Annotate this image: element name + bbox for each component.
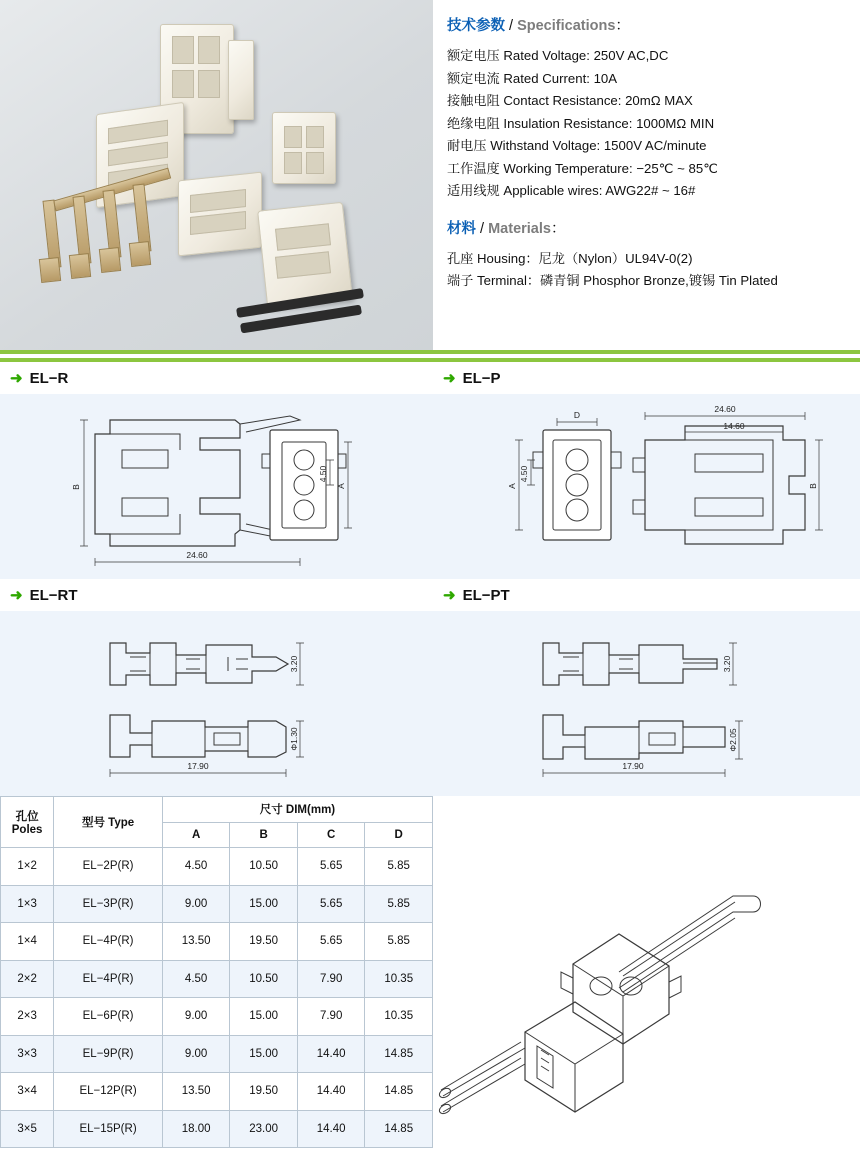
- materials-heading-sep: /: [480, 220, 485, 237]
- top-section: [0, 0, 860, 350]
- dim-label-height: 3.20: [722, 655, 732, 673]
- cell-type: EL−4P(R): [54, 960, 163, 998]
- cell-poles: 3×5: [1, 1110, 54, 1148]
- spec-line: 绝缘电阻 Insulation Resistance: 1000MΩ MIN: [447, 115, 715, 131]
- materials-heading-colon: ：: [550, 220, 566, 237]
- specifications-heading-sep: /: [509, 18, 514, 34]
- assembled-connector-lineart: [433, 796, 860, 1116]
- section-title-el-pt-label: EL−PT: [462, 586, 510, 604]
- cell-c: 5.65: [297, 848, 365, 886]
- table-row: [1, 1110, 433, 1148]
- cell-poles: 3×3: [1, 1035, 54, 1073]
- drawing-body-el-rt: [0, 611, 433, 796]
- cell-c: 7.90: [297, 960, 365, 998]
- dim-label-overall: 24.60: [714, 404, 736, 414]
- cell-b: 10.50: [230, 848, 298, 886]
- spec-line: 工作温度 Working Temperature: −25℃ ~ 85℃: [447, 160, 719, 176]
- cell-a: 9.00: [162, 1035, 230, 1073]
- dim-label-a: A: [507, 483, 517, 489]
- section-title-el-r-label: EL−R: [29, 369, 69, 387]
- cell-c: 14.40: [297, 1073, 365, 1111]
- th-dim-d: D: [365, 822, 433, 848]
- arrow-right-icon: ➜: [10, 586, 23, 604]
- spacer: [447, 203, 844, 217]
- dim-label-diameter: Φ2.05: [728, 728, 738, 752]
- th-poles: [1, 797, 54, 848]
- arrow-right-icon: ➜: [10, 369, 23, 387]
- cell-b: 19.50: [230, 923, 298, 961]
- cell-b: 23.00: [230, 1110, 298, 1148]
- dimension-table: [0, 796, 433, 1148]
- dim-label-b: B: [71, 484, 81, 490]
- cell-a: 9.00: [162, 998, 230, 1036]
- material-line: 端子 Terminal：磷青铜 Phosphor Bronze,镀锡 Tin Plated: [447, 273, 778, 288]
- cell-poles: 2×2: [1, 960, 54, 998]
- th-poles-cn: 孔位: [15, 811, 39, 823]
- cell-type: EL−4P(R): [54, 923, 163, 961]
- spec-line: 耐电压 Withstand Voltage: 1500V AC/minute: [447, 138, 707, 153]
- section-title-el-rt-label: EL−RT: [29, 586, 78, 604]
- cell-type: EL−2P(R): [54, 848, 163, 886]
- drawing-cell-el-r: [0, 362, 433, 579]
- table-head: [1, 797, 433, 848]
- product-lineart-panel: [433, 796, 860, 1148]
- specifications-heading: [447, 14, 844, 35]
- cell-poles: 2×3: [1, 998, 54, 1036]
- terminal-tip: [99, 247, 121, 273]
- drawing-body-el-p: [433, 394, 860, 579]
- dim-label-length: 17.90: [187, 761, 209, 771]
- spec-line: 适用线规 Applicable wires: AWG22# ~ 16#: [447, 183, 696, 198]
- cell-type: EL−6P(R): [54, 998, 163, 1036]
- cell-d: 14.85: [365, 1035, 433, 1073]
- housing-slot: [284, 126, 302, 148]
- materials-heading: [447, 217, 844, 238]
- spec-line: 额定电流 Rated Current: 10A: [447, 70, 618, 86]
- connector-housing-3: [272, 112, 336, 184]
- cell-b: 15.00: [230, 885, 298, 923]
- table-row: [1, 1073, 433, 1111]
- cell-d: 10.35: [365, 960, 433, 998]
- terminal-tip: [69, 253, 91, 279]
- table-row: [1, 1035, 433, 1073]
- terminal-tip: [129, 241, 151, 267]
- cell-type: EL−3P(R): [54, 885, 163, 923]
- section-title-el-pt: [433, 579, 860, 611]
- el-p-drawing: [433, 394, 860, 579]
- cell-c: 14.40: [297, 1110, 365, 1148]
- bottom-section: [0, 796, 860, 1148]
- photo-background: [0, 0, 433, 350]
- spec-line: 额定电压 Rated Voltage: 250V AC,DC: [447, 48, 669, 63]
- table-header-row-1: [1, 797, 433, 823]
- cell-poles: 1×2: [1, 848, 54, 886]
- section-title-el-p-label: EL−P: [462, 369, 501, 387]
- cell-type: EL−9P(R): [54, 1035, 163, 1073]
- table-row: [1, 848, 433, 886]
- specifications-heading-cn: 技术参数: [447, 18, 505, 34]
- materials-heading-en: Materials: [488, 220, 551, 237]
- cell-b: 15.00: [230, 998, 298, 1036]
- housing-slot: [284, 152, 302, 174]
- dim-label-length: 17.90: [622, 761, 644, 771]
- arrow-right-icon: ➜: [443, 369, 456, 387]
- housing-slot: [306, 126, 324, 148]
- dim-label-a: A: [336, 483, 346, 489]
- th-type: 型号 Type: [54, 797, 163, 848]
- dim-label-inner: 14.60: [723, 421, 745, 431]
- table-row: [1, 885, 433, 923]
- cell-d: 10.35: [365, 998, 433, 1036]
- housing-slot: [306, 152, 324, 174]
- cell-type: EL−15P(R): [54, 1110, 163, 1148]
- table-body: [1, 848, 433, 1148]
- cell-a: 4.50: [162, 960, 230, 998]
- dim-label-height: 3.20: [289, 655, 299, 673]
- materials-heading-cn: 材料: [447, 220, 476, 237]
- table-row: [1, 960, 433, 998]
- specifications-heading-en: Specifications: [517, 18, 616, 34]
- table-row: [1, 998, 433, 1036]
- drawing-cell-el-p: [433, 362, 860, 579]
- th-dim-c: C: [297, 822, 365, 848]
- cell-a: 13.50: [162, 923, 230, 961]
- dim-label-d: D: [573, 410, 581, 420]
- cell-poles: 1×3: [1, 885, 54, 923]
- housing-slot: [172, 36, 194, 64]
- dim-label-b: B: [808, 483, 818, 489]
- drawing-body-el-r: [0, 394, 433, 579]
- cell-d: 5.85: [365, 848, 433, 886]
- cell-d: 5.85: [365, 923, 433, 961]
- table-row: [1, 923, 433, 961]
- spec-line: 接触电阻 Contact Resistance: 20mΩ MAX: [447, 93, 693, 108]
- dim-label-length: 24.60: [186, 550, 208, 560]
- drawings-row-1: [0, 362, 860, 579]
- material-line: 孔座 Housing：尼龙（Nylon）UL94V-0(2): [447, 250, 693, 266]
- drawings-row-2: [0, 579, 860, 796]
- specifications-panel: [433, 0, 860, 350]
- section-title-el-p: [433, 362, 860, 394]
- section-title-el-rt: [0, 579, 433, 611]
- dim-label-pitch: 4.50: [519, 465, 529, 483]
- cell-type: EL−12P(R): [54, 1073, 163, 1111]
- el-pt-drawing: [433, 611, 860, 796]
- cell-d: 5.85: [365, 885, 433, 923]
- dim-label-diameter: Φ1.30: [289, 727, 299, 751]
- cell-a: 9.00: [162, 885, 230, 923]
- product-photo: [0, 0, 433, 350]
- cell-c: 14.40: [297, 1035, 365, 1073]
- cell-c: 7.90: [297, 998, 365, 1036]
- cell-a: 18.00: [162, 1110, 230, 1148]
- dim-label-pitch: 4.50: [318, 465, 328, 483]
- th-dim-a: A: [162, 822, 230, 848]
- housing-slot: [198, 36, 220, 64]
- cell-poles: 1×4: [1, 923, 54, 961]
- terminal-tip: [39, 257, 61, 283]
- cell-b: 19.50: [230, 1073, 298, 1111]
- th-dim-group: 尺寸 DIM(mm): [162, 797, 432, 823]
- drawing-body-el-pt: [433, 611, 860, 796]
- cell-c: 5.65: [297, 923, 365, 961]
- cell-poles: 3×4: [1, 1073, 54, 1111]
- cell-d: 14.85: [365, 1073, 433, 1111]
- housing-slot: [172, 70, 194, 98]
- el-rt-drawing: [0, 611, 433, 796]
- dimension-table-wrap: [0, 796, 433, 1148]
- connector-housing-1-side: [228, 40, 254, 120]
- th-dim-b: B: [230, 822, 298, 848]
- th-poles-en: Poles: [11, 824, 43, 836]
- cell-d: 14.85: [365, 1110, 433, 1148]
- drawing-cell-el-rt: [0, 579, 433, 796]
- cell-a: 13.50: [162, 1073, 230, 1111]
- section-title-el-r: [0, 362, 433, 394]
- cell-b: 10.50: [230, 960, 298, 998]
- el-r-drawing: [0, 394, 433, 579]
- cell-b: 15.00: [230, 1035, 298, 1073]
- cell-c: 5.65: [297, 885, 365, 923]
- arrow-right-icon: ➜: [443, 586, 456, 604]
- housing-slot: [198, 70, 220, 98]
- specifications-heading-colon: ：: [615, 18, 630, 34]
- cell-a: 4.50: [162, 848, 230, 886]
- drawing-cell-el-pt: [433, 579, 860, 796]
